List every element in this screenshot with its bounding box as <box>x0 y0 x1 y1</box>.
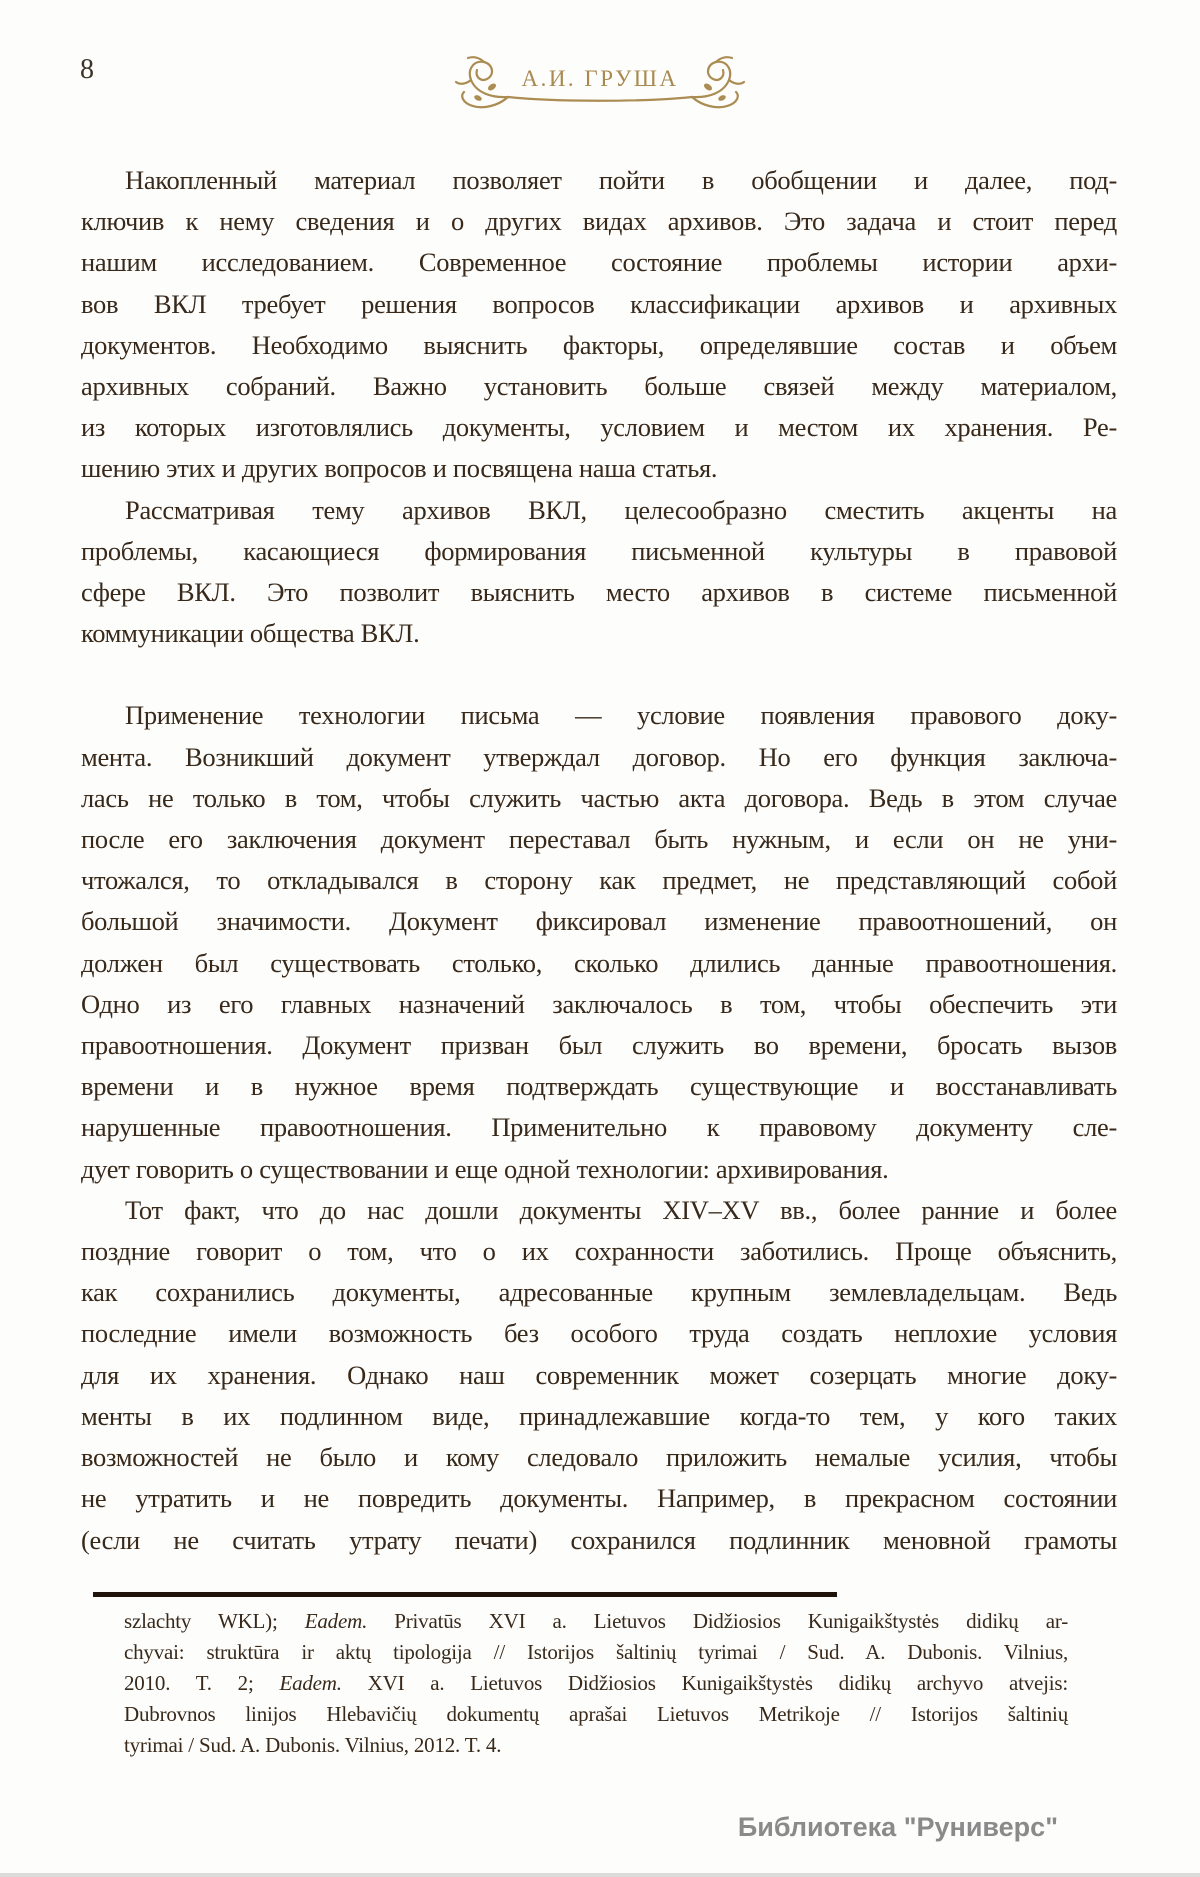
text-line: нашим исследованием. Современное состояние проблемы истории архи- <box>81 247 1117 278</box>
text-line: Применение технологии письма — условие появления правового доку- <box>125 700 1117 731</box>
page-number: 8 <box>80 54 94 85</box>
header-ornament <box>454 54 746 114</box>
text-line: поздние говорит о том, что о их сохранности заботились. Проще объяснить, <box>81 1236 1117 1267</box>
text-line: не утратить и не повредить документы. Например, в прекрасном состоянии <box>81 1483 1117 1514</box>
text-line: правоотношения. Документ призван был служить во времени, бросать вызов <box>81 1030 1117 1061</box>
text-line: нарушенные правоотношения. Применительно к правовому документу сле- <box>81 1112 1117 1143</box>
footnote-segment: chyvai: struktūra ir aktų tipologija // Istorijos šaltinių tyrimai / Sud. A. Dubonis. Vilnius, <box>124 1640 1068 1664</box>
text-line: большой значимости. Документ фиксировал изменение правоотношений, он <box>81 906 1117 937</box>
text-line: после его заключения документ переставал быть нужным, и если он не уни- <box>81 824 1117 855</box>
paragraph <box>81 490 1117 655</box>
text-line: шению этих и других вопросов и посвящена наша статья. <box>81 453 718 484</box>
footnote-italic-segment: Eadem. <box>304 1609 368 1633</box>
text-line: сфере ВКЛ. Это позволит выяснить место архивов в системе письменной <box>81 577 1117 608</box>
footnote-segment: szlachty WKL); <box>124 1609 305 1633</box>
footnote-italic-segment: Eadem. <box>279 1671 342 1695</box>
footnote-line <box>124 1637 1068 1668</box>
text-line: времени и в нужное время подтверждать существующие и восстанавливать <box>81 1071 1117 1102</box>
footnote-text <box>124 1606 1068 1761</box>
footnote-segment: XVI a. Lietuvos Didžiosios Kunigaikštystės didikų archyvo atvejis: <box>341 1671 1069 1695</box>
paragraph <box>81 160 1117 490</box>
footnote-separator <box>93 1592 837 1597</box>
text-line: должен был существовать столько, сколько длились данные правоотношения. <box>81 947 1117 978</box>
footnote-line <box>124 1606 1068 1637</box>
paragraph <box>81 695 1117 1189</box>
text-line: проблемы, касающиеся формирования письменной культуры в правовой <box>81 535 1117 566</box>
text-line: как сохранились документы, адресованные крупным землевладельцам. Ведь <box>81 1277 1117 1308</box>
text-line: для их хранения. Однако наш современник может созерцать многие доку- <box>81 1359 1117 1390</box>
page-body <box>81 160 1117 1561</box>
footnote-line <box>124 1730 1068 1761</box>
running-header-title: А.И. ГРУША <box>521 66 679 91</box>
text-line: Рассматривая тему архивов ВКЛ, целесообразно сместить акценты на <box>125 494 1117 525</box>
paragraph <box>81 1190 1117 1561</box>
text-line: последние имели возможность без особого труда создать неплохие условия <box>81 1318 1117 1349</box>
footnote-line <box>124 1668 1068 1699</box>
library-watermark: Библиотека "Руниверс" <box>737 1812 1058 1842</box>
text-line: (если не считать утрату печати) сохранился подлинник меновной грамоты <box>81 1524 1117 1555</box>
text-line: чтожался, то откладывался в сторону как предмет, не представляющий собой <box>81 865 1117 896</box>
text-line: из которых изготовлялись документы, условием и местом их хранения. Ре- <box>81 412 1117 443</box>
footnote-segment: Dubrovnos linijos Hlebavičių dokumentų aprašai Lietuvos Metrikoje // Istorijos šaltinių <box>124 1702 1068 1726</box>
text-line: документов. Необходимо выяснить факторы, определявшие состав и объем <box>81 329 1117 360</box>
text-line: лась не только в том, чтобы служить частью акта договора. Ведь в этом случае <box>81 782 1117 813</box>
text-line: вов ВКЛ требует решения вопросов классификации архивов и архивных <box>81 288 1117 319</box>
footnote-segment: 2010. T. 2; <box>124 1671 280 1695</box>
text-line: Одно из его главных назначений заключалось в том, чтобы обеспечить эти <box>81 988 1117 1019</box>
text-line: мента. Возникший документ утверждал договор. Но его функция заключа- <box>81 741 1117 772</box>
text-line: возможностей не было и кому следовало приложить немалые усилия, чтобы <box>81 1442 1117 1473</box>
text-line: архивных собраний. Важно установить больше связей между материалом, <box>81 371 1117 402</box>
text-line: дует говорить о существовании и еще одной технологии: архивирования. <box>81 1153 889 1184</box>
text-line: ключив к нему сведения и о других видах архивов. Это задача и стоит перед <box>81 206 1117 237</box>
footnote-segment: tyrimai / Sud. A. Dubonis. Vilnius, 2012. T. 4. <box>124 1733 502 1757</box>
text-line: Накопленный материал позволяет пойти в обобщении и далее, под- <box>125 165 1117 195</box>
page-bottom-edge <box>0 1873 1200 1877</box>
footnote-segment: Privatūs XVI a. Lietuvos Didžiosios Kunigaikštystės didikų ar- <box>367 1609 1068 1633</box>
text-line: Тот факт, что до нас дошли документы XIV–XV вв., более ранние и более <box>125 1194 1117 1225</box>
text-line: коммуникации общества ВКЛ. <box>81 618 420 649</box>
text-line: менты в их подлинном виде, принадлежавшие когда-то тем, у кого таких <box>81 1400 1117 1431</box>
footnote-line <box>124 1699 1068 1730</box>
